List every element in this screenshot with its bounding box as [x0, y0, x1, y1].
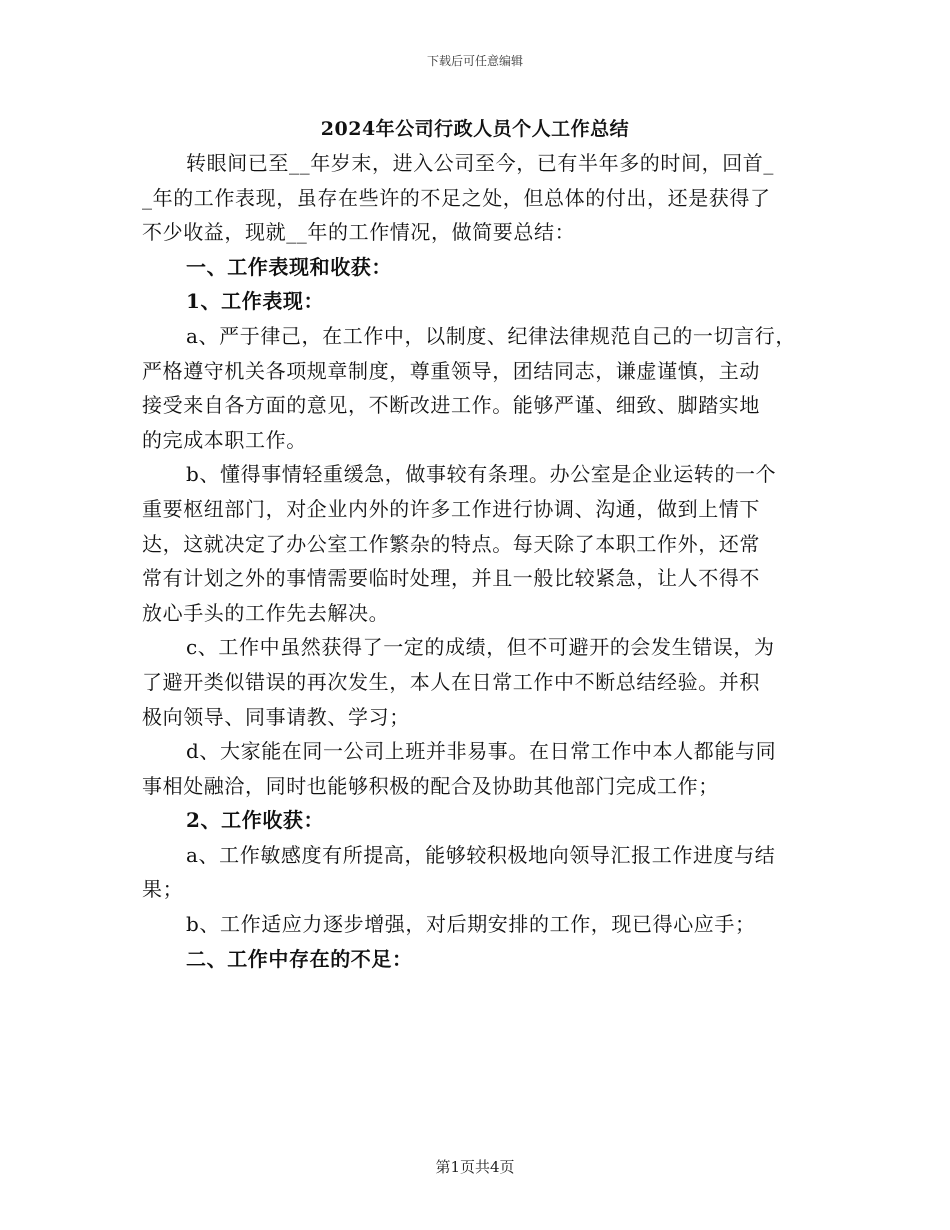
paragraph-line: 常有计划之外的事情需要临时处理，并且一般比较紧急，让人不得不: [142, 566, 760, 591]
paragraph-line: 接受来自各方面的意见，不断改进工作。能够严谨、细致、脚踏实地: [142, 393, 760, 418]
paragraph-line: 果；: [142, 877, 184, 902]
subsection-heading: 2、工作收获：: [186, 808, 325, 833]
paragraph-line: 转眼间已至__年岁末，进入公司至今，已有半年多的时间，回首_: [186, 151, 774, 175]
paragraph-line: 的完成本职工作。: [142, 427, 307, 452]
paragraph-line: 重要枢纽部门，对企业内外的许多工作进行协调、沟通，做到上情下: [142, 496, 760, 521]
paragraph-line: _年的工作表现，虽存在些许的不足之处，但总体的付出，还是获得了: [142, 185, 771, 210]
paragraph-line: d、大家能在同一公司上班并非易事。在日常工作中本人都能与同: [186, 739, 777, 764]
document-body: [142, 146, 818, 976]
paragraph-line: 极向领导、同事请教、学习；: [142, 704, 410, 729]
paragraph-line: b、懂得事情轻重缓急，做事较有条理。办公室是企业运转的一个: [186, 462, 777, 487]
paragraph-line: 事相处融洽，同时也能够积极的配合及协助其他部门完成工作；: [142, 773, 719, 798]
section-heading: 二、工作中存在的不足：: [186, 946, 413, 971]
paragraph-line: b、工作适应力逐步增强，对后期安排的工作，现已得心应手；: [186, 912, 756, 937]
paragraph-line: c、工作中虽然获得了一定的成绩，但不可避开的会发生错误，为: [186, 635, 775, 660]
paragraph-line: 达，这就决定了办公室工作繁杂的特点。每天除了本职工作外，还常: [142, 531, 760, 556]
paragraph-line: 严格遵守机关各项规章制度，尊重领导，团结同志，谦虚谨慎，主动: [142, 358, 760, 383]
document-title: 2024年公司行政人员个人工作总结: [320, 118, 630, 140]
paragraph-line: a、工作敏感度有所提高，能够较积极地向领导汇报工作进度与结: [186, 842, 776, 867]
paragraph-line: 放心手头的工作先去解决。: [142, 600, 390, 625]
paragraph-line: 不少收益，现就__年的工作情况，做简要总结：: [142, 220, 576, 245]
page-header: 下载后可任意编辑: [426, 54, 523, 68]
section-heading: 一、工作表现和收获：: [186, 254, 392, 279]
subsection-heading: 1、工作表现：: [186, 289, 325, 314]
paragraph-line: a、严于律己，在工作中，以制度、纪律法律规范自己的一切言行，: [186, 323, 796, 348]
page-number-footer: 第1页共4页: [435, 1158, 515, 1176]
paragraph-line: 了避开类似错误的再次发生，本人在日常工作中不断总结经验。并积: [142, 669, 760, 694]
